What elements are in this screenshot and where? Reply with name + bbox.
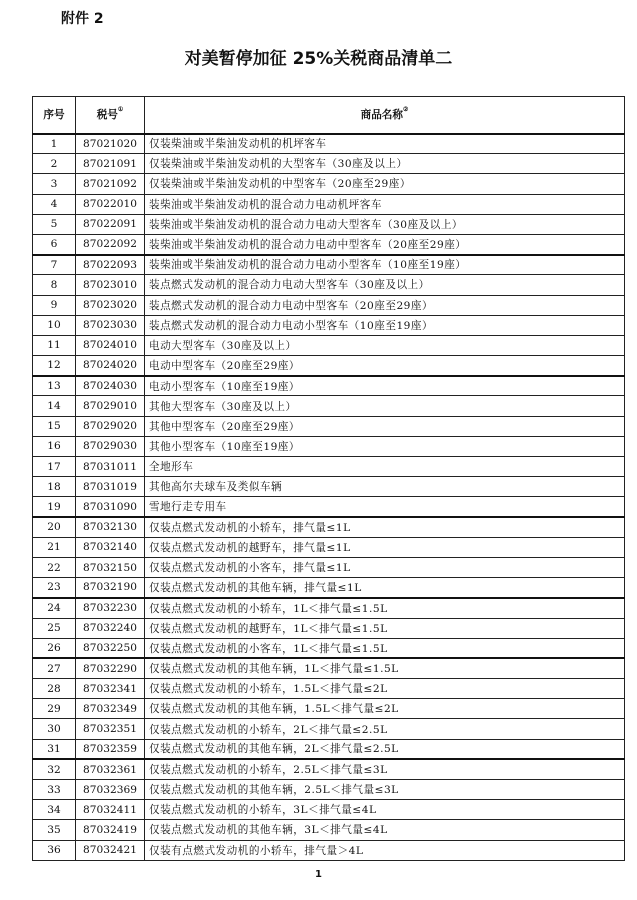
table-row	[33, 457, 625, 477]
table-row	[33, 497, 625, 517]
row-product-name: 装柴油或半柴油发动机的混合动力电动中型客车（20座至29座）	[145, 234, 625, 254]
header-row	[33, 97, 625, 134]
row-tariff-code: 87032369	[76, 780, 145, 800]
row-serial-number: 5	[33, 214, 76, 234]
row-tariff-code: 87032150	[76, 557, 145, 577]
row-serial-number: 2	[33, 154, 76, 174]
row-serial-number: 27	[33, 658, 76, 678]
row-tariff-code: 87022092	[76, 234, 145, 254]
header-product-name-label: 商品名称	[360, 109, 403, 122]
row-product-name: 仅装点燃式发动机的小轿车，3L＜排气量≤4L	[145, 800, 625, 820]
row-product-name: 其他高尔夫球车及类似车辆	[145, 477, 625, 497]
row-tariff-code: 87031019	[76, 477, 145, 497]
row-product-name: 仅装点燃式发动机的小客车，排气量≤1L	[145, 557, 625, 577]
row-product-name: 其他中型客车（20座至29座）	[145, 416, 625, 436]
row-serial-number: 20	[33, 517, 76, 537]
table-row	[33, 234, 625, 254]
row-tariff-code: 87031011	[76, 457, 145, 477]
row-tariff-code: 87032290	[76, 658, 145, 678]
row-product-name: 雪地行走专用车	[145, 497, 625, 517]
page-number: 1	[315, 869, 322, 880]
row-serial-number: 8	[33, 275, 76, 295]
header-tariff-code	[76, 97, 145, 134]
row-product-name: 装柴油或半柴油发动机的混合动力电动小型客车（10座至19座）	[145, 255, 625, 275]
header-serial-number-label: 序号	[43, 109, 65, 122]
row-product-name: 电动中型客车（20座至29座）	[145, 356, 625, 376]
row-product-name: 电动小型客车（10座至19座）	[145, 376, 625, 396]
table-row	[33, 174, 625, 194]
row-serial-number: 9	[33, 295, 76, 315]
table-body	[33, 134, 625, 861]
table-header	[33, 97, 625, 134]
table-row	[33, 780, 625, 800]
table-row	[33, 557, 625, 577]
header-product-name-footnote: ②	[402, 106, 409, 114]
row-serial-number: 3	[33, 174, 76, 194]
row-product-name: 仅装点燃式发动机的其他车辆，2L＜排气量≤2.5L	[145, 739, 625, 759]
row-product-name: 全地形车	[145, 457, 625, 477]
row-serial-number: 12	[33, 356, 76, 376]
row-tariff-code: 87021020	[76, 134, 145, 154]
table-row	[33, 477, 625, 497]
table-row	[33, 356, 625, 376]
table-row	[33, 820, 625, 840]
table-row	[33, 638, 625, 658]
table-row	[33, 436, 625, 456]
row-serial-number: 17	[33, 457, 76, 477]
row-serial-number: 18	[33, 477, 76, 497]
table-row	[33, 618, 625, 638]
row-serial-number: 25	[33, 618, 76, 638]
row-tariff-code: 87021091	[76, 154, 145, 174]
row-serial-number: 16	[33, 436, 76, 456]
row-product-name: 装柴油或半柴油发动机的混合动力电动机坪客车	[145, 194, 625, 214]
row-product-name: 装点燃式发动机的混合动力电动中型客车（20座至29座）	[145, 295, 625, 315]
table-row	[33, 578, 625, 598]
row-serial-number: 22	[33, 557, 76, 577]
row-tariff-code: 87032140	[76, 537, 145, 557]
row-tariff-code: 87022010	[76, 194, 145, 214]
table-row	[33, 335, 625, 355]
row-product-name: 仅装点燃式发动机的其他车辆，3L＜排气量≤4L	[145, 820, 625, 840]
row-serial-number: 10	[33, 315, 76, 335]
row-product-name: 仅装点燃式发动机的小客车，1L＜排气量≤1.5L	[145, 638, 625, 658]
table-row	[33, 699, 625, 719]
tariff-list-table	[32, 96, 625, 861]
row-product-name: 仅装点燃式发动机的其他车辆，2.5L＜排气量≤3L	[145, 780, 625, 800]
annex-label: 附件 2	[61, 11, 104, 27]
row-serial-number: 14	[33, 396, 76, 416]
row-tariff-code: 87032359	[76, 739, 145, 759]
row-product-name: 装点燃式发动机的混合动力电动大型客车（30座及以上）	[145, 275, 625, 295]
header-serial-number	[33, 97, 76, 134]
row-tariff-code: 87032419	[76, 820, 145, 840]
table-row	[33, 376, 625, 396]
row-tariff-code: 87032361	[76, 759, 145, 779]
row-product-name: 仅装点燃式发动机的其他车辆，排气量≤1L	[145, 578, 625, 598]
table-row	[33, 255, 625, 275]
row-serial-number: 31	[33, 739, 76, 759]
table-row	[33, 840, 625, 860]
row-product-name: 其他小型客车（10座至19座）	[145, 436, 625, 456]
row-serial-number: 32	[33, 759, 76, 779]
row-serial-number: 30	[33, 719, 76, 739]
row-serial-number: 11	[33, 335, 76, 355]
table-row	[33, 275, 625, 295]
table-row	[33, 315, 625, 335]
row-tariff-code: 87024030	[76, 376, 145, 396]
row-tariff-code: 87029010	[76, 396, 145, 416]
row-product-name: 仅装点燃式发动机的越野车，1L＜排气量≤1.5L	[145, 618, 625, 638]
table-row	[33, 739, 625, 759]
row-tariff-code: 87022093	[76, 255, 145, 275]
row-tariff-code: 87032250	[76, 638, 145, 658]
row-tariff-code: 87032349	[76, 699, 145, 719]
row-tariff-code: 87023030	[76, 315, 145, 335]
table-row	[33, 214, 625, 234]
row-product-name: 仅装点燃式发动机的小轿车，2.5L＜排气量≤3L	[145, 759, 625, 779]
row-serial-number: 1	[33, 134, 76, 154]
row-serial-number: 34	[33, 800, 76, 820]
row-product-name: 电动大型客车（30座及以上）	[145, 335, 625, 355]
row-product-name: 仅装柴油或半柴油发动机的大型客车（30座及以上）	[145, 154, 625, 174]
row-tariff-code: 87023020	[76, 295, 145, 315]
table-row	[33, 194, 625, 214]
row-product-name: 仅装点燃式发动机的小轿车，1L＜排气量≤1.5L	[145, 598, 625, 618]
table-row	[33, 134, 625, 154]
row-product-name: 装柴油或半柴油发动机的混合动力电动大型客车（30座及以上）	[145, 214, 625, 234]
row-product-name: 其他大型客车（30座及以上）	[145, 396, 625, 416]
table-row	[33, 719, 625, 739]
row-tariff-code: 87022091	[76, 214, 145, 234]
table-row	[33, 759, 625, 779]
row-tariff-code: 87032341	[76, 679, 145, 699]
row-product-name: 仅装点燃式发动机的越野车，排气量≤1L	[145, 537, 625, 557]
row-serial-number: 6	[33, 234, 76, 254]
row-tariff-code: 87032230	[76, 598, 145, 618]
row-product-name: 仅装点燃式发动机的其他车辆，1.5L＜排气量≤2L	[145, 699, 625, 719]
table-row	[33, 295, 625, 315]
row-tariff-code: 87024020	[76, 356, 145, 376]
header-tariff-code-footnote: ①	[117, 106, 124, 114]
table-row	[33, 800, 625, 820]
row-serial-number: 21	[33, 537, 76, 557]
row-tariff-code: 87032411	[76, 800, 145, 820]
row-serial-number: 29	[33, 699, 76, 719]
row-product-name: 装点燃式发动机的混合动力电动小型客车（10座至19座）	[145, 315, 625, 335]
row-serial-number: 13	[33, 376, 76, 396]
row-tariff-code: 87023010	[76, 275, 145, 295]
table-row	[33, 679, 625, 699]
row-tariff-code: 87024010	[76, 335, 145, 355]
row-product-name: 仅装点燃式发动机的其他车辆，1L＜排气量≤1.5L	[145, 658, 625, 678]
row-tariff-code: 87032190	[76, 578, 145, 598]
row-product-name: 仅装有点燃式发动机的小轿车，排气量＞4L	[145, 840, 625, 860]
table-row	[33, 537, 625, 557]
header-tariff-code-label: 税号	[96, 109, 118, 122]
row-product-name: 仅装点燃式发动机的小轿车，2L＜排气量≤2.5L	[145, 719, 625, 739]
row-serial-number: 28	[33, 679, 76, 699]
row-serial-number: 33	[33, 780, 76, 800]
row-tariff-code: 87031090	[76, 497, 145, 517]
table-row	[33, 154, 625, 174]
row-serial-number: 35	[33, 820, 76, 840]
row-serial-number: 36	[33, 840, 76, 860]
row-serial-number: 23	[33, 578, 76, 598]
table-row	[33, 658, 625, 678]
row-product-name: 仅装点燃式发动机的小轿车，排气量≤1L	[145, 517, 625, 537]
row-serial-number: 24	[33, 598, 76, 618]
table-row	[33, 598, 625, 618]
table-row	[33, 416, 625, 436]
row-tariff-code: 87032351	[76, 719, 145, 739]
row-tariff-code: 87021092	[76, 174, 145, 194]
row-tariff-code: 87032421	[76, 840, 145, 860]
table-row	[33, 517, 625, 537]
row-serial-number: 15	[33, 416, 76, 436]
page-title: 对美暂停加征 25%关税商品清单二	[184, 49, 453, 69]
row-tariff-code: 87029020	[76, 416, 145, 436]
table-row	[33, 396, 625, 416]
row-serial-number: 19	[33, 497, 76, 517]
row-serial-number: 4	[33, 194, 76, 214]
row-product-name: 仅装柴油或半柴油发动机的中型客车（20座至29座）	[145, 174, 625, 194]
row-product-name: 仅装柴油或半柴油发动机的机坪客车	[145, 134, 625, 154]
header-product-name	[145, 97, 625, 134]
row-tariff-code: 87029030	[76, 436, 145, 456]
row-product-name: 仅装点燃式发动机的小轿车，1.5L＜排气量≤2L	[145, 679, 625, 699]
row-tariff-code: 87032240	[76, 618, 145, 638]
row-serial-number: 26	[33, 638, 76, 658]
row-tariff-code: 87032130	[76, 517, 145, 537]
row-serial-number: 7	[33, 255, 76, 275]
